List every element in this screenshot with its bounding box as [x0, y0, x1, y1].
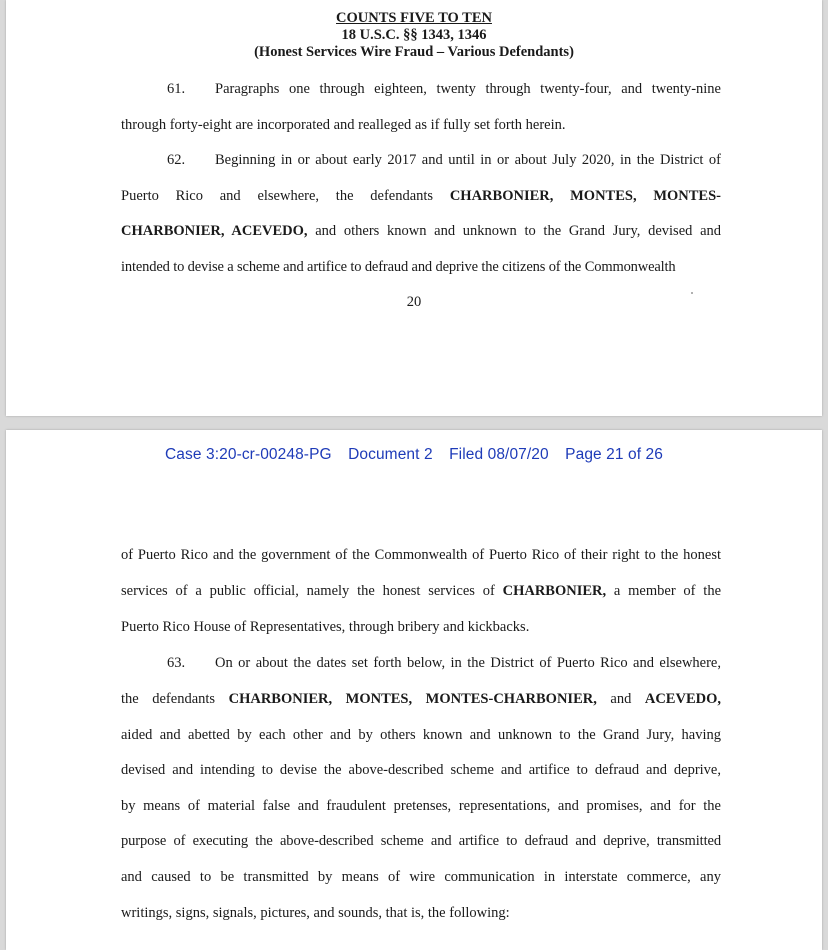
- paragraph-63-line-1: On or about the dates set forth below, in the District of Puerto Rico and elsewhere,: [215, 655, 721, 671]
- paragraph-62-line-4: intended to devise a scheme and artifice to defraud and deprive the citizens of the Commonwealth: [121, 259, 676, 275]
- paragraph-number-61: 61.: [167, 81, 186, 97]
- paragraph-63-line-2-and: and: [610, 691, 632, 707]
- page-count: Page 21 of 26: [565, 446, 663, 463]
- paragraph-number-63: 63.: [167, 655, 186, 671]
- paragraph-63-line-2-text: the defendants: [121, 691, 216, 707]
- page21-line-1: of Puerto Rico and the government of the Commonwealth of Puerto Rico of their right to the honest: [121, 547, 721, 563]
- defendant-name-charbonier: CHARBONIER,: [502, 583, 607, 599]
- paragraph-63-line-3: aided and abetted by each other and by others known and unknown to the Grand Jury, having: [121, 727, 721, 743]
- counts-subtitle: (Honest Services Wire Fraud – Various Defendants): [254, 44, 574, 60]
- document-number: Document 2: [348, 446, 433, 463]
- paragraph-62-line-2: [121, 187, 721, 205]
- paragraph-63-line-2: [121, 690, 721, 708]
- paragraph-61-line-2: through forty-eight are incorporated and realleged as if fully set forth herein.: [121, 117, 566, 133]
- paragraph-63-line-7: and caused to be transmitted by means of wire communication in interstate commerce, any: [121, 869, 721, 885]
- page21-line-2-text: services of a public official, namely the honest services of: [121, 583, 495, 599]
- page21-line-3: Puerto Rico House of Representatives, through bribery and kickbacks.: [121, 619, 530, 635]
- paragraph-62-line-3: [121, 222, 721, 240]
- paragraph-62-line-3-text: and others known and unknown to the Grand Jury, devised and: [315, 223, 722, 239]
- document-page-21: [6, 430, 822, 950]
- document-page-20: [6, 0, 822, 416]
- paragraph-63-line-4: devised and intending to devise the above-described scheme and artifice to defraud and deprive,: [121, 762, 721, 778]
- scan-speck: [691, 292, 693, 294]
- paragraph-63-line-5: by means of material false and fraudulent pretenses, representations, and promises, and for the: [121, 798, 721, 814]
- paragraph-63-line-8: writings, signs, signals, pictures, and sounds, that is, the following:: [121, 905, 510, 921]
- page21-line-2: [121, 582, 721, 600]
- paragraph-62-line-1: Beginning in or about early 2017 and until in or about July 2020, in the District of: [215, 152, 721, 168]
- case-number: Case 3:20-cr-00248-PG: [165, 446, 332, 463]
- filed-date: Filed 08/07/20: [449, 446, 549, 463]
- case-filing-header: [6, 446, 822, 464]
- paragraph-number-62: 62.: [167, 152, 186, 168]
- paragraph-63-line-6: purpose of executing the above-described scheme and artifice to defraud and deprive, transmitted: [121, 833, 721, 849]
- defendant-name-acevedo: ACEVEDO,: [644, 691, 721, 707]
- paragraph-61-line-1: Paragraphs one through eighteen, twenty through twenty-four, and twenty-nine: [215, 81, 721, 97]
- page21-line-2-tail: a member of the: [613, 583, 722, 599]
- statute-heading: 18 U.S.C. §§ 1343, 1346: [341, 27, 487, 43]
- defendant-names-list: CHARBONIER, MONTES, MONTES-CHARBONIER,: [228, 691, 597, 707]
- paragraph-62-line-2-text: Puerto Rico and elsewhere, the defendants: [121, 188, 434, 204]
- defendant-names-continued: CHARBONIER, ACEVEDO,: [121, 223, 308, 239]
- defendant-names: CHARBONIER, MONTES, MONTES-: [449, 188, 721, 204]
- counts-heading: COUNTS FIVE TO TEN: [336, 10, 492, 26]
- page-number: 20: [406, 294, 422, 310]
